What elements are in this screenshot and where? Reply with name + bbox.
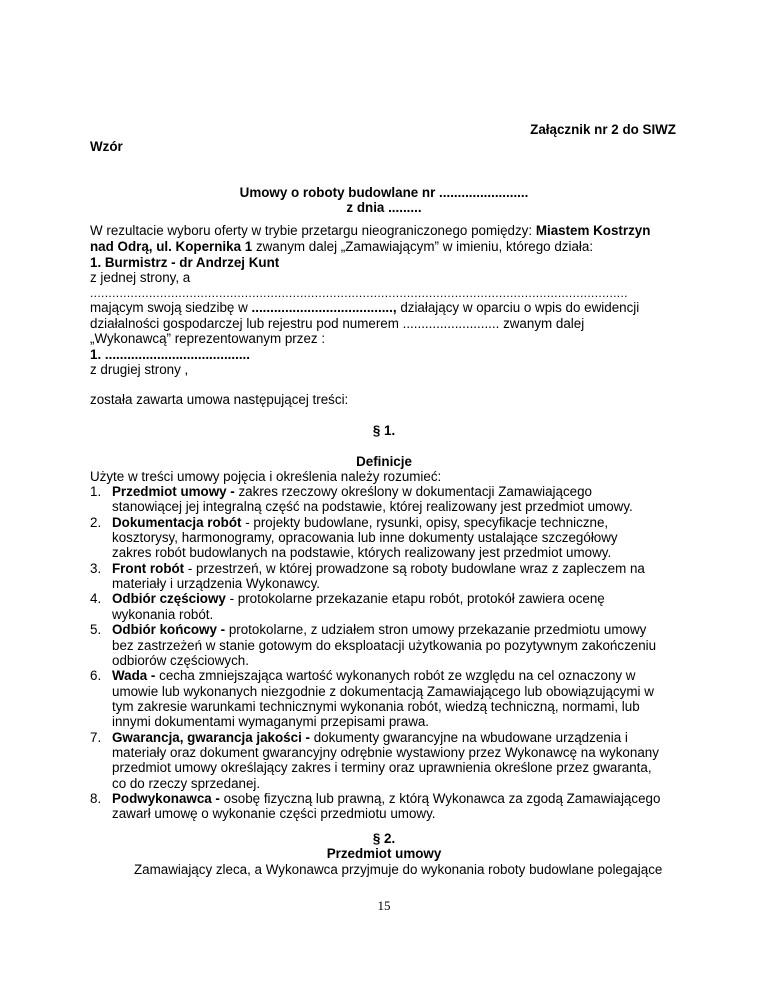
definition-number: 4. [90,591,102,607]
section-title: Definicje [356,454,412,469]
party-name: Miastem Kostrzyn [535,223,651,238]
definition-term: Odbiór częściowy [112,591,226,607]
intro-text: zwanym dalej „Zamawiającym” w imieniu, którego działa: [252,239,594,254]
intro-line [90,223,650,239]
definition-term: Przedmiot umowy - [112,484,239,499]
definition-text: osobę fizyczną lub prawną, z którą Wykonawca za zgodą Zamawiającego [219,791,661,806]
contract-title: Umowy o roboty budowlane nr ........................ [239,185,529,200]
annex-label: Załącznik nr 2 do SIWZ [530,122,676,137]
definition-text: zakres robót budowlanych na podstawie, których realizowany jest przedmiot umowy. [112,545,612,561]
definition-item [112,484,592,500]
definition-text: przedmiot umowy określający zakres i terminy oraz uprawnienia określone przez gwaranta, [112,760,652,776]
definition-text: - projekty budowlane, rysunki, opisy, specyfikacje techniczne, [241,514,609,530]
definition-text: co do rzeczy sprzedanej. [112,775,261,791]
definition-number: 3. [90,560,102,576]
intro-line [90,300,639,316]
blank-field: ......................................, [251,300,397,315]
definition-text: materiały i urządzenia Wykonawcy. [112,576,321,592]
definition-text: kosztorysy, harmonogramy, opracowania lub inne dokumenty ustalające szczegółowy [112,530,618,546]
section-text: Zamawiający zleca, a Wykonawca przyjmuje do wykonania roboty budowlane polegające [134,862,663,877]
section-heading: § 1. [372,423,396,438]
definition-text: umowie lub wykonanych niezgodnie z dokumentacją Zamawiającego lub obowiązującymi w [112,683,654,699]
intro-line: została zawarta umowa następującej treści: [90,392,349,407]
party-address: nad Odrą, ul. Kopernika 1 [90,239,253,254]
definition-text: tym zakresie warunkami technicznymi wykonania robót, wiedzą techniczną, normami, lub [112,698,640,714]
section-heading: § 2. [372,831,396,846]
intro-line: z jednej strony, a [90,270,191,285]
definition-number: 8. [90,791,102,806]
contractor-representative: 1. ....................................... [90,347,250,362]
definition-term: Podwykonawca - [112,791,220,806]
definition-text: innymi dokumentami wymaganymi przepisami prawa. [112,714,430,730]
section-title: Przedmiot umowy [326,846,442,861]
definition-text: wykonania robót. [112,606,214,622]
definition-item [112,730,628,746]
definition-text: cecha zmniejszająca wartość wykonanych robót ze względu na cel oznaczony w [155,668,636,684]
definition-item [112,561,645,577]
definition-text: protokolarne, z udziałem stron umowy przekazanie przedmiotu umowy [225,622,647,638]
definition-number: 6. [90,668,102,684]
definition-text: bez zastrzeżeń w stanie gotowym do eksploatacji użytkowania po pozytywnym zakończeniu [112,637,657,653]
intro-line [90,239,593,255]
section-lead: Użyte w treści umowy pojęcia i określenia należy rozumieć: [90,469,442,484]
definition-text: zakres rzeczowy określony w dokumentacji Zamawiającego [238,484,592,499]
definition-item [112,591,605,607]
definition-term: Odbiór końcowy - [112,622,226,638]
definition-number: 5. [90,622,102,638]
intro-text: W rezultacie wyboru oferty w trybie przetargu nieograniczonego pomiędzy: [90,223,536,238]
definition-term: Front robót [112,560,185,576]
intro-line: „Wykonawcą” reprezentowanym przez : [90,331,326,346]
definition-term: Dokumentacja robót [112,514,242,530]
definition-item [112,515,608,531]
intro-text: działający w oparciu o wpis do ewidencji [396,300,640,315]
definition-text: stanowiącej jej integralną część na podstawie, której realizowany jest przedmiot umowy. [112,499,633,515]
definition-item [112,668,635,684]
definition-item [112,622,646,638]
definition-text: dokumenty gwarancyjne na wbudowane urządzenia i [309,729,628,745]
intro-line: z drugiej strony , [90,362,189,377]
definition-item [112,791,660,807]
intro-text: mającym swoją siedzibę w [90,300,252,315]
representative: 1. Burmistrz - dr Andrzej Kunt [90,255,280,270]
definition-number: 7. [90,729,102,745]
definition-term: Gwarancja, gwarancja jakości - [112,729,310,745]
contract-date: z dnia ......... [346,200,422,215]
definition-text: odbiorów częściowych. [112,652,249,668]
definition-text: - przestrzeń, w której prowadzone są roboty budowlane wraz z zapleczem na [184,560,645,576]
blank-line: .................................................................................................................................................. [90,286,628,300]
definition-text: - protokolarne przekazanie etapu robót, protokół zawiera ocenę [225,591,605,607]
definition-text: materiały oraz dokument gwarancyjny odrębnie wystawiony przez Wykonawcę na wykonany [112,744,659,760]
template-label: Wzór [90,139,123,154]
definition-number: 2. [90,514,102,530]
definition-number: 1. [90,484,102,499]
page-number: 15 [377,898,391,913]
intro-line: działalności gospodarczej lub rejestru pod numerem .......................... zwanym dalej [90,316,585,331]
definition-text: zawarł umowę o wykonanie części przedmiotu umowy. [112,806,436,822]
definition-term: Wada - [112,668,156,684]
